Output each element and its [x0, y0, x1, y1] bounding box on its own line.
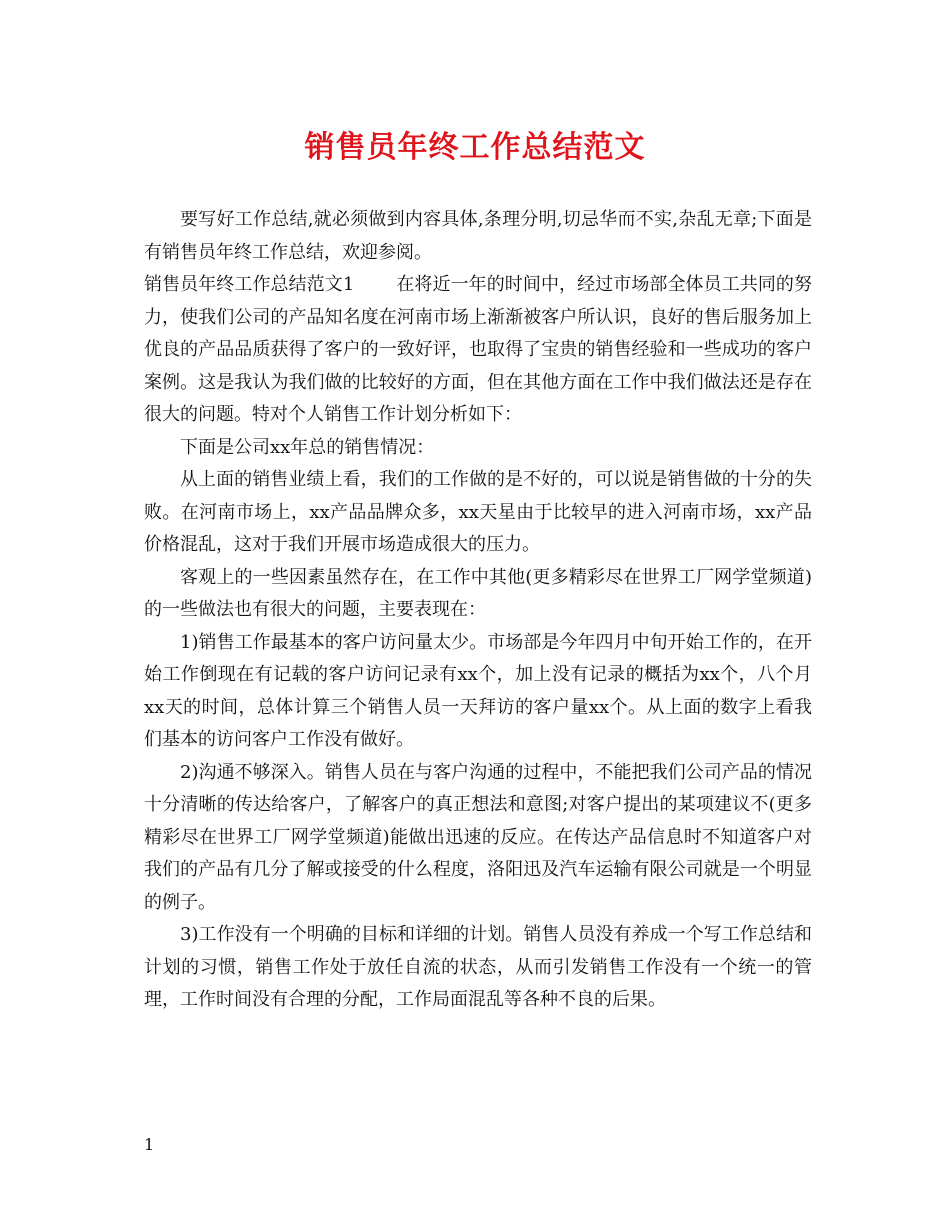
- document-body: [144, 204, 812, 1017]
- sales-summary-heading: 下面是公司xx年总的销售情况：: [180, 436, 435, 458]
- section-paragraph: [144, 269, 812, 432]
- intro-paragraph: 要写好工作总结,就必须做到内容具体,条理分明,切忌华而不实,杂乱无章;下面是有销售员年终工作总结，欢迎参阅。: [144, 209, 812, 263]
- sales-performance-paragraph: 从上面的销售业绩上看，我们的工作做的是不好的，可以说是销售做的十分的失败。在河南市场上，xx产品品牌众多，xx天星由于比较早的进入河南市场，xx产品价格混乱，这对于我们开展市场造成很大的压力。: [144, 469, 812, 555]
- section-body-text: 在将近一年的时间中，经过市场部全体员工共同的努力，使我们公司的产品知名度在河南市场上渐渐被客户所认识，良好的售后服务加上优良的产品品质获得了客户的一致好评，也取得了宝贵的销售经验和一些成功的客户案例。这是我认为我们做的比较好的方面，但在其他方面在工作中我们做法还是存在很大的问题。特对个人销售工作计划分析如下：: [144, 274, 813, 425]
- problem-one-paragraph: 1)销售工作最基本的客户访问量太少。市场部是今年四月中旬开始工作的，在开始工作倒现在有记载的客户访问记录有xx个，加上没有记录的概括为xx个，八个月xx天的时间，总体计算三个销售人员一天拜访的客户量xx个。从上面的数字上看我们基本的访问客户工作没有做好。: [144, 631, 812, 750]
- problem-two-paragraph: 2)沟通不够深入。销售人员在与客户沟通的过程中，不能把我们公司产品的情况十分清晰的传达给客户，了解客户的真正想法和意图;对客户提出的某项建议不(更多精彩尽在世界工厂网学堂频道)能做出迅速的反应。在传达产品信息时不知道客户对我们的产品有几分了解或接受的什么程度，洛阳迅及汽车运输有限公司就是一个明显的例子。: [144, 761, 812, 913]
- section-subheading: 销售员年终工作总结范文1: [144, 274, 355, 295]
- problem-three-paragraph: 3)工作没有一个明确的目标和详细的计划。销售人员没有养成一个写工作总结和计划的习惯，销售工作处于放任自流的状态，从而引发销售工作没有一个统一的管理，工作时间没有合理的分配，工作局面混乱等各种不良的后果。: [144, 924, 812, 1010]
- page-number: 1: [144, 1135, 155, 1154]
- problems-intro-paragraph: 客观上的一些因素虽然存在，在工作中其他(更多精彩尽在世界工厂网学堂频道)的一些做法也有很大的问题，主要表现在：: [144, 566, 812, 620]
- document-title: 销售员年终工作总结范文: [304, 130, 646, 165]
